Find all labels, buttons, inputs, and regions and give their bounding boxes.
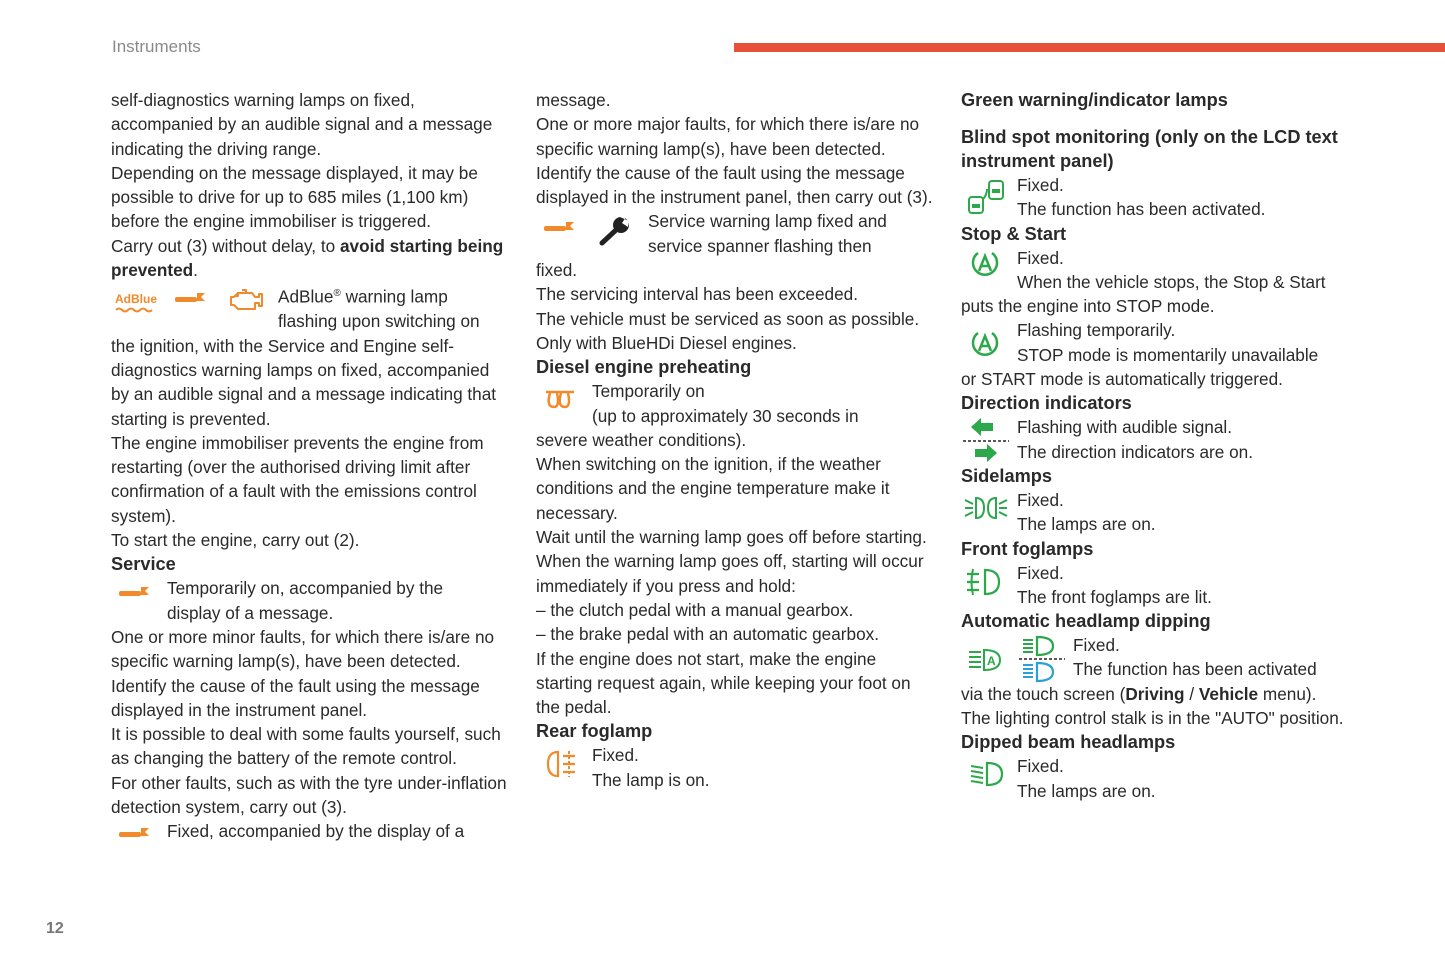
sidelamps-row (961, 488, 1361, 537)
adblue-warning-row (111, 282, 511, 333)
blind-spot-line-2: The function has been activated. (1017, 199, 1266, 220)
service-exceeded-line-2: service spanner flashing then (648, 235, 872, 256)
paragraph: Identify the cause of the fault using the message displayed in the instrument panel. (111, 675, 480, 720)
adblue-line-1: AdBlue® warning lamp (278, 287, 448, 308)
paragraph: self-diagnostics warning lamps on fixed, accompanied by an audible signal and a message indicating the driving range. (111, 90, 493, 159)
paragraph: fixed. (536, 260, 578, 281)
column-3 (961, 88, 1361, 803)
paragraph: When switching on the ignition, if the weather conditions and the engine temperature make it necessary. (536, 454, 890, 523)
service-fixed-row (111, 819, 511, 843)
engine-icon (229, 286, 265, 314)
wrench-icon (598, 215, 632, 247)
paragraph: Carry out (3) without delay, to avoid starting being prevented. (111, 235, 504, 281)
stop-start-flashing-line-2: STOP mode is momentarily unavailable (1017, 344, 1319, 365)
paragraph: via the touch screen (Driving / Vehicle menu). (961, 683, 1317, 704)
paragraph: It is possible to deal with some faults yourself, such as changing the battery of the remote control. (111, 724, 501, 769)
paragraph: or START mode is automatically triggered. (961, 369, 1283, 390)
stop-start-icon (969, 328, 1001, 358)
dipped-beam-row (961, 754, 1361, 803)
direction-line-2: The direction indicators are on. (1017, 441, 1253, 462)
auto-headlamp-icon (967, 647, 1003, 673)
paragraph: message. (536, 90, 611, 110)
paragraph: severe weather conditions). (536, 429, 747, 450)
diesel-row (536, 379, 936, 428)
front-foglamp-icon (965, 567, 1001, 597)
sidelamps-heading: Sidelamps (961, 465, 1052, 486)
diesel-heading: Diesel engine preheating (536, 357, 752, 378)
adblue-line-2: flashing upon switching on (278, 311, 480, 332)
auto-headlamp-line-1: Fixed. (1073, 635, 1120, 656)
blind-spot-line-1: Fixed. (1017, 175, 1064, 195)
sidelamps-icon (963, 494, 1009, 522)
column-2 (536, 88, 936, 792)
front-foglamps-line-1: Fixed. (1017, 562, 1064, 583)
rear-foglamp-row (536, 743, 936, 792)
header-accent-bar (734, 43, 1445, 52)
paragraph: Depending on the message displayed, it may be possible to drive for up to 685 miles (1,100 km) before the engine immobiliser is triggered. (111, 162, 478, 232)
auto-headlamp-heading: Automatic headlamp dipping (961, 611, 1211, 632)
dipped-beam-heading: Dipped beam headlamps (961, 732, 1176, 753)
section-header: Instruments (112, 37, 201, 56)
paragraph: Only with BlueHDi Diesel engines. (536, 332, 797, 353)
direction-line-1: Flashing with audible signal. (1017, 417, 1232, 438)
service-row (111, 576, 511, 625)
service-spanner-icon (173, 290, 209, 310)
service-fixed-line: Fixed, accompanied by the display of a (167, 821, 465, 842)
sidelamps-line-1: Fixed. (1017, 489, 1064, 510)
dipped-beam-line-1: Fixed. (1017, 756, 1064, 777)
paragraph: One or more major faults, for which there is/are no specific warning lamp(s), have been detected. (536, 114, 920, 159)
paragraph: the ignition, with the Service and Engine self-diagnostics warning lamps on fixed, accompanied by an audible signal and a message indicating that starting is prevented. (111, 335, 497, 429)
blind-spot-icon (965, 177, 1009, 217)
direction-indicator-icon (961, 417, 1011, 463)
front-foglamps-line-2: The front foglamps are lit. (1017, 586, 1212, 607)
green-lamps-heading: Green warning/indicator lamps (961, 90, 1228, 110)
service-spanner-icon (117, 584, 153, 604)
rear-foglamp-line-2: The lamp is on. (592, 769, 710, 790)
svg-text:AdBlue: AdBlue (115, 292, 157, 307)
rear-foglamp-line-1: Fixed. (592, 745, 639, 766)
service-line-1: Temporarily on, accompanied by the (167, 578, 444, 599)
stop-start-icon (969, 248, 1001, 278)
dipped-beam-line-2: The lamps are on. (1017, 780, 1156, 801)
list-item: – the brake pedal with an automatic gearbox. (536, 624, 880, 645)
diesel-line-2: (up to approximately 30 seconds in (592, 405, 859, 426)
paragraph: The servicing interval has been exceeded. (536, 284, 858, 305)
paragraph: The engine immobiliser prevents the engine from restarting (over the authorised driving limit after confirmation of a fault with the emissions control system). (111, 432, 484, 526)
dipped-beam-icon (969, 760, 1005, 788)
rear-foglamp-heading: Rear foglamp (536, 721, 653, 742)
paragraph: If the engine does not start, make the engine starting request again, while keeping your foot on the pedal. (536, 648, 911, 718)
list-item: – the clutch pedal with a manual gearbox. (536, 599, 854, 620)
glow-plug-icon (544, 387, 576, 413)
blind-spot-row (961, 173, 1361, 222)
service-exceeded-row (536, 209, 936, 258)
paragraph: One or more minor faults, for which there is/are no specific warning lamp(s), have been detected. (111, 626, 495, 672)
stop-start-line-1: Fixed. (1017, 247, 1064, 268)
svg-text:A: A (987, 654, 996, 669)
auto-headlamp-row (961, 633, 1361, 682)
adblue-icon (113, 288, 161, 316)
direction-indicators-row (961, 415, 1361, 464)
column-1 (111, 88, 511, 844)
paragraph: Identify the cause of the fault using the message displayed in the instrument panel, then carry out (3). (536, 162, 933, 208)
front-foglamps-row (961, 561, 1361, 610)
stop-start-flashing-row (961, 318, 1361, 367)
service-exceeded-line-1: Service warning lamp fixed and (648, 211, 887, 232)
service-spanner-icon (542, 219, 578, 239)
stop-start-heading: Stop & Start (961, 223, 1067, 244)
paragraph: For other faults, such as with the tyre under-inflation detection system, carry out (3). (111, 772, 507, 818)
service-spanner-icon (117, 825, 153, 845)
paragraph: puts the engine into STOP mode. (961, 296, 1215, 317)
diesel-line-1: Temporarily on (592, 381, 705, 402)
stop-start-line-2: When the vehicle stops, the Stop & Start (1017, 271, 1326, 292)
service-line-2: display of a message. (167, 602, 334, 623)
stop-start-fixed-row (961, 246, 1361, 295)
rear-foglamp-icon (546, 749, 578, 779)
paragraph: When the warning lamp goes off, starting will occur immediately if you press and hold: (536, 551, 924, 596)
paragraph: Wait until the warning lamp goes off before starting. (536, 527, 927, 548)
direction-indicators-heading: Direction indicators (961, 393, 1132, 414)
stop-start-flashing-line-1: Flashing temporarily. (1017, 320, 1176, 341)
auto-headlamp-line-2: The function has been activated (1073, 659, 1317, 680)
paragraph: The vehicle must be serviced as soon as possible. (536, 308, 920, 329)
headlamp-switch-icon (1017, 635, 1067, 683)
sidelamps-line-2: The lamps are on. (1017, 514, 1156, 535)
paragraph: The lighting control stalk is in the "AUTO" position. (961, 708, 1344, 729)
front-foglamps-heading: Front foglamps (961, 538, 1094, 559)
blind-spot-heading: Blind spot monitoring (only on the LCD text instrument panel) (961, 127, 1338, 171)
service-heading: Service (111, 554, 176, 575)
page-number: 12 (46, 920, 64, 937)
paragraph: To start the engine, carry out (2). (111, 530, 360, 551)
